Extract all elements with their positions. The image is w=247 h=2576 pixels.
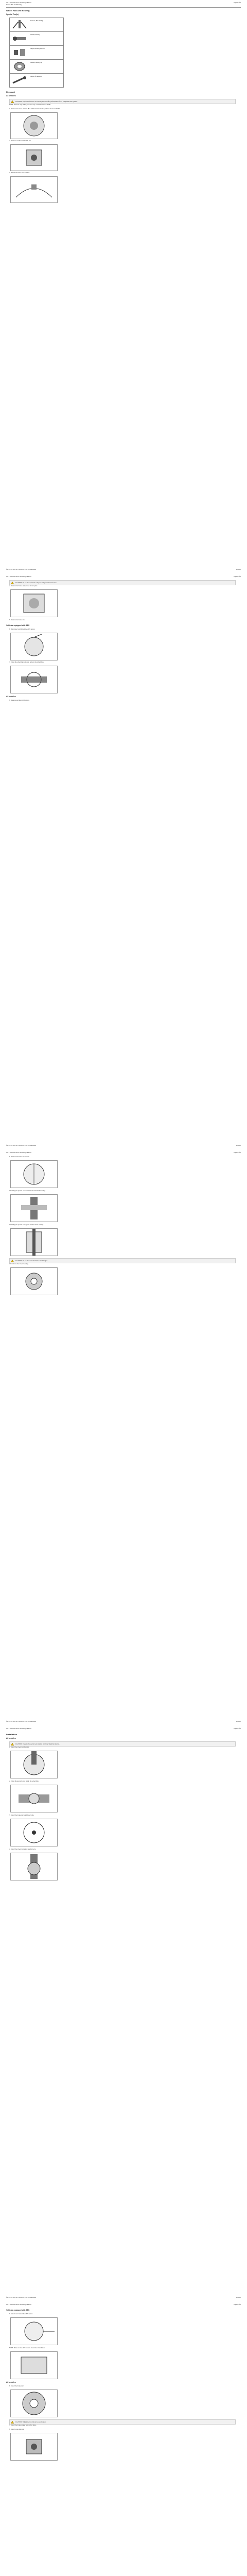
divider	[6, 7, 241, 8]
note-text: NOTE: Make sure the ABS sensor is clean before installation.	[9, 2347, 45, 2349]
caution-box	[9, 2419, 236, 2425]
document-page-3	[0, 1152, 247, 1728]
installer-icon	[11, 33, 28, 44]
special-tools-table	[9, 18, 64, 88]
caution-text: CAUTION: Suspension fasteners are critical parts that affect performance of vital components and systems.	[15, 100, 78, 103]
figure-abs-clean	[10, 2351, 58, 2379]
removal-heading: Removal	[6, 91, 15, 93]
step-text: 6. Disconnect and detach the ABS sensor.	[9, 628, 35, 630]
adapter-icon	[11, 47, 28, 58]
warning-triangle-icon	[11, 1260, 14, 1262]
step-text: 3. Install the brake disc shield and bolts.	[9, 1814, 34, 1816]
step-text: 2. Using the special tools, install the wheel hub.	[9, 1780, 39, 1782]
step-text: 5. Remove the brake disc.	[9, 619, 26, 621]
header-title: 2011 Transit/Tourneo Workshop Manual	[6, 2303, 31, 2306]
step-text: 11. Using the special tools, press out the wheel bearing.	[9, 1224, 44, 1226]
step-text: 3. Detach the brake hose bracket.	[9, 172, 30, 174]
tool-row	[10, 32, 63, 46]
abs-heading: Vehicles equipped with ABS	[6, 2309, 30, 2311]
step-text: 4. Remove the brake caliper and anchor plate.	[9, 585, 38, 587]
footer-url: file:///C:/TCPDC/2011/TRANSIT/VH/...procedure.html	[6, 1145, 37, 1146]
tool-name: Installer, Bearing Cup	[30, 62, 42, 63]
figure-hub-nut-install	[10, 2433, 58, 2461]
header-subtitle: Wheel Hub And Bearing	[6, 4, 22, 6]
footer-date: 9/5/2023	[236, 1145, 241, 1146]
abs-heading: Vehicles equipped with ABS	[6, 624, 30, 626]
caution-box	[9, 1258, 236, 1263]
step-text: 8. Remove and discard the bolts.	[9, 699, 30, 701]
document-page-1	[0, 0, 247, 576]
special-tools-heading: Special Tool(s)	[6, 13, 19, 15]
step-text: 4. Install the wheel hub using special tools.	[9, 1848, 36, 1850]
tool-row	[10, 18, 63, 32]
puller-icon	[11, 19, 28, 30]
document-page-5	[0, 2304, 247, 2576]
header-title: 2011 Transit/Tourneo Workshop Manual	[6, 575, 31, 578]
figure-wheel-bearing	[10, 1267, 58, 1295]
figure-install-hub	[10, 1785, 58, 1812]
all-vehicles-heading: All vehicles	[6, 696, 16, 698]
all-vehicles-heading: All vehicles	[6, 1737, 16, 1739]
figure-press-bearing	[10, 1228, 58, 1256]
step-text: 7. Using the wheel hub remover, remove the wheel hub.	[9, 661, 44, 663]
note-text: NOTE: Removal steps in this procedure may contain installation details.	[9, 104, 51, 106]
step-text: 12. Remove the wheel bearing.	[9, 1263, 29, 1265]
footer-url: file:///C:/TCPDC/2011/TRANSIT/VH/...procedure.html	[6, 1721, 37, 1722]
tool-row	[10, 60, 63, 74]
caution-box	[9, 1741, 236, 1747]
warning-triangle-icon	[11, 582, 14, 584]
footer-date: 9/5/2023	[236, 569, 241, 570]
header-page-number: Page 3 of 5	[234, 1151, 241, 1154]
installation-heading: Installation	[6, 1733, 17, 1736]
caution-text: CAUTION: Use only the special tools listed to install the wheel hub bearing.	[15, 1743, 60, 1745]
tool-name: Adapter for Remover	[30, 76, 42, 77]
figure-disc-shield	[10, 1160, 58, 1188]
figure-install-disc	[10, 2389, 58, 2417]
document-page-2	[0, 576, 247, 1152]
caution-text: CAUTION: Do not allow the wheel hub to be damaged.	[15, 1260, 48, 1262]
figure-hub-nut	[10, 144, 58, 171]
step-text: 1. Remove the wheel and tire. For additional information, refer to Section 204-04.	[9, 108, 60, 110]
header-page-number: Page 4 of 5	[234, 1727, 241, 1730]
document-page-4	[0, 1728, 247, 2304]
step-text: 8. Install a new hub nut.	[9, 2428, 24, 2430]
header-page-number: Page 1 of 5	[234, 2, 241, 4]
step-text: 1. Install the wheel hub bearing.	[9, 1746, 29, 1748]
figure-connect-abs	[10, 2317, 58, 2345]
tool-name: Installer, Bearing	[30, 34, 40, 36]
header-title: 2011 Transit/Tourneo Workshop Manual	[6, 2, 31, 4]
footer-url: file:///C:/TCPDC/2011/TRANSIT/VH/...procedure.html	[6, 2297, 37, 2298]
caution-text: CAUTION: Do not allow the brake caliper to hang from the brake hose.	[15, 582, 57, 584]
warning-triangle-icon	[11, 1743, 14, 1745]
all-vehicles-heading: All vehicles	[6, 2381, 16, 2383]
caution-text: CAUTION: Tighten the new hub nut to specification.	[15, 2421, 46, 2423]
section-title: Wheel Hub And Bearing	[6, 9, 30, 12]
figure-install-hub-tools	[10, 1853, 58, 1880]
wrench-icon	[11, 75, 28, 86]
tool-name: Remover, Hub Bearing	[30, 20, 43, 22]
header-page-number: Page 2 of 5	[234, 575, 241, 578]
caution-box	[9, 99, 236, 104]
footer-url: file:///C:/TCPDC/2011/TRANSIT/VH/...procedure.html	[6, 569, 37, 570]
figure-hub-remover	[10, 666, 58, 693]
step-text: 7. Install the brake caliper and anchor plate.	[9, 2424, 37, 2426]
header-title: 2011 Transit/Tourneo Workshop Manual	[6, 1151, 31, 1154]
figure-brake-hose	[10, 176, 58, 203]
figure-bearing-remover	[10, 1194, 58, 1222]
header-page-number: Page 5 of 5	[234, 2303, 241, 2306]
figure-caliper	[10, 589, 58, 617]
cup-icon	[11, 61, 28, 72]
figure-install-shield	[10, 1819, 58, 1846]
step-text: 5. Attach and connect the ABS sensor.	[9, 2313, 33, 2315]
figure-wheel-removal	[10, 112, 58, 139]
header-title: 2011 Transit/Tourneo Workshop Manual	[6, 1727, 31, 1730]
figure-install-bearing	[10, 1751, 58, 1778]
footer-date: 9/5/2023	[236, 1721, 241, 1722]
tool-row	[10, 46, 63, 60]
tool-name: Adapter, Bearing Remover	[30, 48, 45, 49]
all-vehicles-heading: All vehicles	[6, 95, 16, 97]
tool-row	[10, 74, 63, 87]
step-text: 6. Install the brake disc.	[9, 2385, 24, 2387]
figure-abs-sensor	[10, 633, 58, 660]
footer-date: 9/5/2023	[236, 2297, 241, 2298]
step-text: 2. Remove and discard the hub nut.	[9, 140, 31, 142]
step-text: 10. Using the special tools, remove the wheel hub bearing.	[9, 1190, 46, 1192]
warning-triangle-icon	[11, 100, 14, 103]
warning-triangle-icon	[11, 2421, 14, 2424]
step-text: 9. Remove the brake disc shield.	[9, 1156, 30, 1158]
caution-box	[9, 580, 236, 585]
